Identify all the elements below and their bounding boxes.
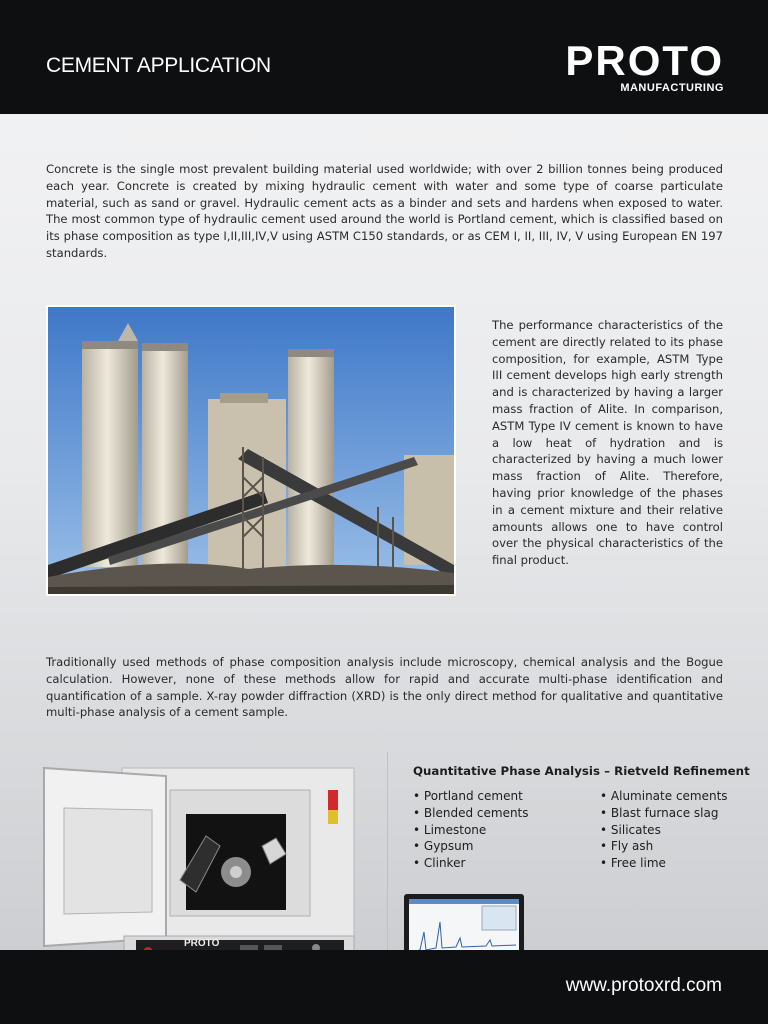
sample-list-2 bbox=[600, 788, 728, 872]
logo-subtitle: MANUFACTURING bbox=[620, 82, 724, 94]
qpa-heading: Quantitative Phase Analysis – Rietveld Refinement bbox=[413, 764, 750, 778]
list-item: • Free lime bbox=[600, 855, 728, 872]
page-title: CEMENT APPLICATION bbox=[46, 54, 271, 77]
list-item: • Blast furnace slag bbox=[600, 805, 728, 822]
list-item: • Fly ash bbox=[600, 838, 728, 855]
logo-wordmark: PROTO bbox=[565, 37, 724, 84]
website-link[interactable]: www.protoxrd.com bbox=[565, 975, 722, 996]
instrument-brand: PROTO bbox=[184, 938, 220, 949]
divider bbox=[387, 752, 388, 950]
methods-paragraph: Traditionally used methods of phase composition analysis include microscopy, chemical analysis and the Bogue calculation. However, none of these methods allow for rapid and accurate multi-phase identification and quantification of a sample. X-ray powder diffraction (XRD) is the only direct method for qualitative and quantitative multi-phase analysis of a cement sample. bbox=[46, 655, 723, 720]
list-item: • Blended cements bbox=[413, 805, 529, 822]
list-item: • Gypsum bbox=[413, 838, 529, 855]
list-item: • Portland cement bbox=[413, 788, 529, 805]
proto-logo bbox=[565, 37, 724, 94]
list-item: • Limestone bbox=[413, 822, 529, 839]
sample-list-1 bbox=[413, 788, 529, 872]
list-item: • Clinker bbox=[413, 855, 529, 872]
intro-paragraph: Concrete is the single most prevalent building material used worldwide; with over 2 billion tonnes being produced each year. Concrete is created by mixing hydraulic cement with water and some type of coarse particulate material, such as sand or gravel. Hydraulic cement acts as a binder and sets and hardens when exposed to water. The most common type of hydraulic cement used around the world is Portland cement, which is classified based on its phase composition as type I,II,III,IV,V using ASTM C150 standards, or as CEM I, II, III, IV, V using European EN 197 standards. bbox=[46, 162, 723, 260]
cement-plant-photo bbox=[46, 305, 456, 596]
xrd-instrument-image bbox=[40, 762, 360, 980]
phase-composition-text: The performance characteristics of the cement are directly related to its phase composition, for example, ASTM Type III cement develops high early strength and is characterized by having a larger mass fraction of Alite. In comparison, ASTM Type IV cement is known to have a low heat of hydration and is characterized by having a much lower mass fraction of Alite. Therefore, having prior knowledge of the phases in a cement mixture and their relative amounts allows one to have control over the physical characteristics of the final product. bbox=[492, 318, 723, 568]
list-item: • Aluminate cements bbox=[600, 788, 728, 805]
list-item: • Silicates bbox=[600, 822, 728, 839]
